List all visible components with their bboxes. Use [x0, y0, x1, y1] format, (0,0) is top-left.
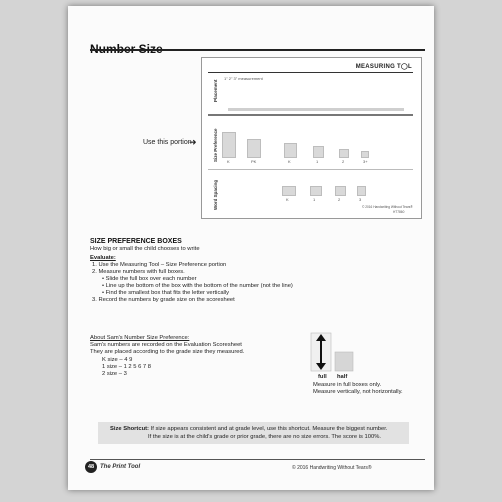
placement-bar [228, 108, 404, 111]
step-2: 2. Measure numbers with full boxes. [92, 269, 185, 275]
footer-rule [90, 459, 425, 460]
size-box-5 [339, 149, 349, 158]
size-label-2: PK [251, 159, 257, 164]
tool-divider-middle [208, 114, 413, 116]
spacing-box-3 [335, 186, 346, 196]
tool-divider-lower [208, 169, 413, 170]
tool-row-spacing: Word Spacing [213, 179, 218, 210]
step-1: 1. Use the Measuring Tool – Size Preference portion [92, 262, 227, 268]
size-box-1 [222, 132, 236, 158]
step-2-bullet-1: • Slide the full box over each number [102, 276, 197, 282]
tool-icon: ◯ [401, 64, 409, 70]
example-row-3: 2 size – 3 [102, 371, 127, 377]
full-half-box-figure [309, 332, 357, 382]
example-heading: About Sam's Number Size Preference: [90, 335, 190, 341]
shortcut-text-1: If size appears consistent and at grade level, use this shortcut. Measure the biggest number. [150, 426, 388, 432]
size-note-2: Measure vertically, not horizontally. [313, 389, 403, 395]
step-2-bullet-2: • Line up the bottom of the box with the bottom of the number (not the line) [102, 283, 293, 289]
shortcut-text-2: If the size is at the child's grade or prior grade, there are no size errors. The score is 100%. [148, 434, 381, 440]
example-line-2: They are placed according to the grade size they measured. [90, 349, 245, 355]
spacing-label-3: 2 [338, 197, 341, 202]
full-half-box-graphic [309, 332, 357, 382]
example-row-2: 1 size – 1 2 5 6 7 8 [102, 364, 151, 370]
tool-measure-line: 1" 2" 3" measurement [224, 76, 263, 81]
measuring-tool-figure [201, 57, 422, 219]
size-box-3 [284, 143, 297, 158]
section-subheading: How big or small the child chooses to write [90, 246, 200, 252]
section-heading: SIZE PREFERENCE BOXES [90, 238, 182, 245]
tool-divider-top [208, 72, 413, 73]
half-label: half [337, 374, 348, 380]
spacing-label-4: 3 [359, 197, 362, 202]
page-number: 48 [85, 461, 97, 473]
spacing-box-1 [282, 186, 296, 196]
full-label: full [318, 374, 327, 380]
shortcut-line-1 [110, 426, 387, 433]
shortcut-label: Size Shortcut: [110, 426, 149, 432]
spacing-label-2: 1 [313, 197, 316, 202]
example-row-1: K size – 4 9 [102, 357, 133, 363]
size-box-2 [247, 139, 261, 158]
spacing-box-2 [310, 186, 322, 196]
size-note-1: Measure in full boxes only. [313, 382, 382, 388]
size-label-1: K [227, 159, 230, 164]
spacing-box-4 [357, 186, 366, 196]
size-label-6: 3+ [363, 159, 368, 164]
tool-row-preference: Size Preference [213, 128, 218, 162]
arrow-right-icon: ➜ [189, 137, 197, 147]
tool-id: HT7860 [393, 210, 405, 214]
evaluate-label: Evaluate: [90, 255, 116, 261]
size-label-3: K [288, 159, 291, 164]
use-portion-label: Use this portion [143, 139, 192, 146]
tool-copyright: © 2016 Handwriting Without Tears® [362, 205, 413, 209]
step-3: 3. Record the numbers by grade size on the scoresheet [92, 297, 235, 303]
title-rule [90, 49, 425, 51]
step-2-bullet-3: • Find the smallest box that fits the letter vertically [102, 290, 230, 296]
tool-row-placement: Placement [213, 79, 218, 102]
size-label-4: 1 [316, 159, 319, 164]
book-title: The Print Tool [100, 464, 141, 470]
size-box-6 [361, 151, 369, 158]
footer-copyright: © 2016 Handwriting Without Tears® [292, 465, 372, 471]
spacing-label-1: K [286, 197, 289, 202]
size-box-4 [313, 146, 324, 158]
example-line-1: Sam's numbers are recorded on the Evaluation Scoresheet [90, 342, 242, 348]
tool-title: MEASURING T◯L [355, 64, 412, 70]
size-label-5: 2 [342, 159, 345, 164]
